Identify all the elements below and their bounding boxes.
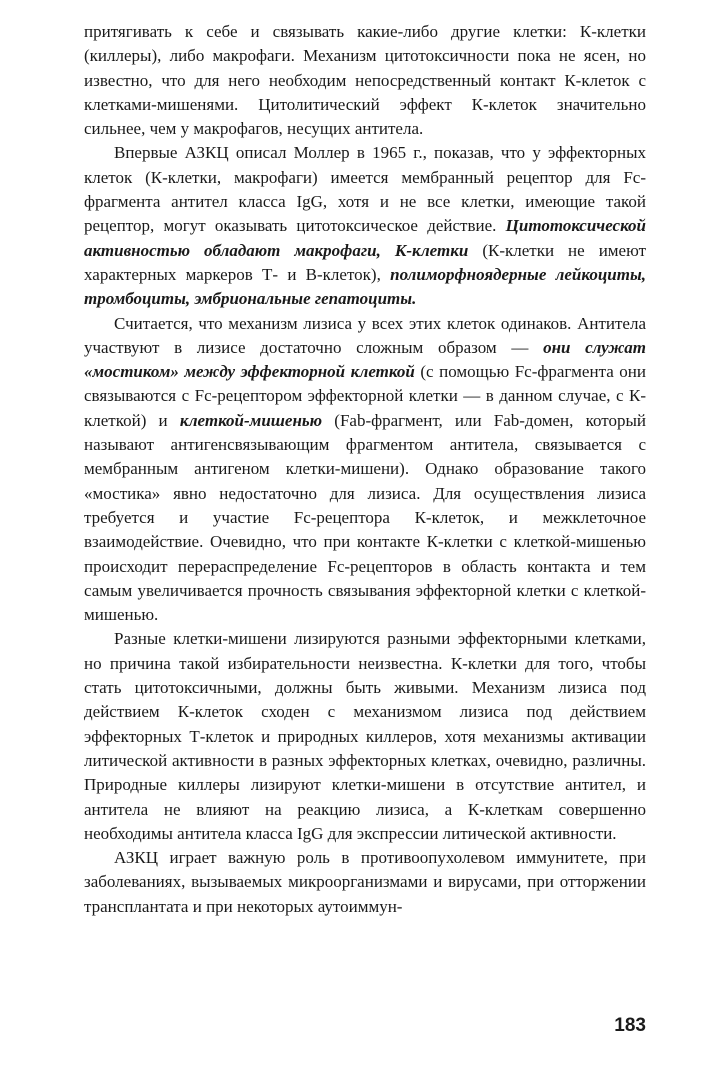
paragraph-4: [84, 627, 646, 846]
paragraph-2-emphasis-a: Цитотоксической активностью обладают макрофаги, К-клетки: [84, 216, 646, 260]
paragraph-5: [84, 846, 646, 919]
paragraph-1: [84, 20, 646, 141]
paragraph-3: [84, 312, 646, 628]
paragraph-5-text: АЗКЦ играет важную роль в противоопухолевом иммунитете, при заболеваниях, вызываемых микроорганизмами и вирусами, при отторжении трансплантата и при некоторых аутоиммун-: [84, 848, 646, 916]
paragraph-2-text-a: Впервые АЗКЦ описал Моллер в 1965 г., показав, что у эффекторных клеток (К-клетки, макрофаги) имеется мембранный рецептор для Fc-фрагмента антител класса IgG, хотя и не все клетки, имеющие такой рецептор, могут оказывать цитотоксическое действие.: [84, 143, 646, 236]
paragraph-2-text-b: (К-клетки не имеют характерных маркеров Т- и В-клеток),: [84, 240, 646, 284]
page-body: [84, 20, 646, 919]
paragraph-1-text: притягивать к себе и связывать какие-либо другие клетки: К-клетки (киллеры), либо макрофаги. Механизм цитотоксичности пока не ясен, но известно, что для него необходим непосредственный контакт К-клеток с клетками-мишенями. Цитолитический эффект К-клеток значительно сильнее, чем у макрофагов, несущих антитела.: [84, 22, 646, 139]
paragraph-3-emphasis-a: они служат «мостиком» между эффекторной клеткой: [84, 337, 646, 382]
paragraph-2-emphasis-b: полиморфноядерные лейкоциты, тромбоциты, эмбриональные гепатоциты.: [84, 264, 646, 309]
paragraph-3-text-a: Считается, что механизм лизиса у всех этих клеток одинаков. Антитела участвуют в лизисе достаточно сложным образом —: [84, 313, 646, 357]
paragraph-3-emphasis-b: клеткой-мишенью: [179, 410, 323, 430]
paragraph-3-text-b: (с помощью Fc-фрагмента они связываются с Fc-рецептором эффекторной клетки — в данном случае, с К-клеткой) и: [84, 362, 646, 430]
paragraph-2: [84, 141, 646, 311]
page-number: 183: [614, 1015, 646, 1036]
paragraph-4-text: Разные клетки-мишени лизируются разными эффекторными клетками, но причина такой избирательности неизвестна. К-клетки для того, чтобы стать цитотоксичными, должны быть живыми. Механизм лизиса под действием К-клеток сходен с механизмом лизиса под действием эффекторных Т-клеток и природных киллеров, хотя механизмы активации литической активности в разных эффекторных клетках, очевидно, различны. Природные киллеры лизируют клетки-мишени в отсутствие антител, и антитела не влияют на реакцию лизиса, а К-клеткам совершенно необходимы антитела класса IgG для экспрессии литической активности.: [84, 629, 646, 843]
paragraph-3-text-c: (Fab-фрагмент, или Fab-домен, который называют антигенсвязывающим фрагментом антитела, связывается с мембранным антигеном клетки-мишени). Однако образование такого «мостика» явно недостаточно для лизиса. Для осуществления лизиса требуется и участие Fc-рецептора К-клеток, и межклеточное взаимодействие. Очевидно, что при контакте К-клетки с клеткой-мишенью происходит перераспределение Fc-рецепторов в область контакта и тем самым увеличивается прочность связывания эффекторной клетки с клеткой-мишенью.: [84, 410, 646, 625]
